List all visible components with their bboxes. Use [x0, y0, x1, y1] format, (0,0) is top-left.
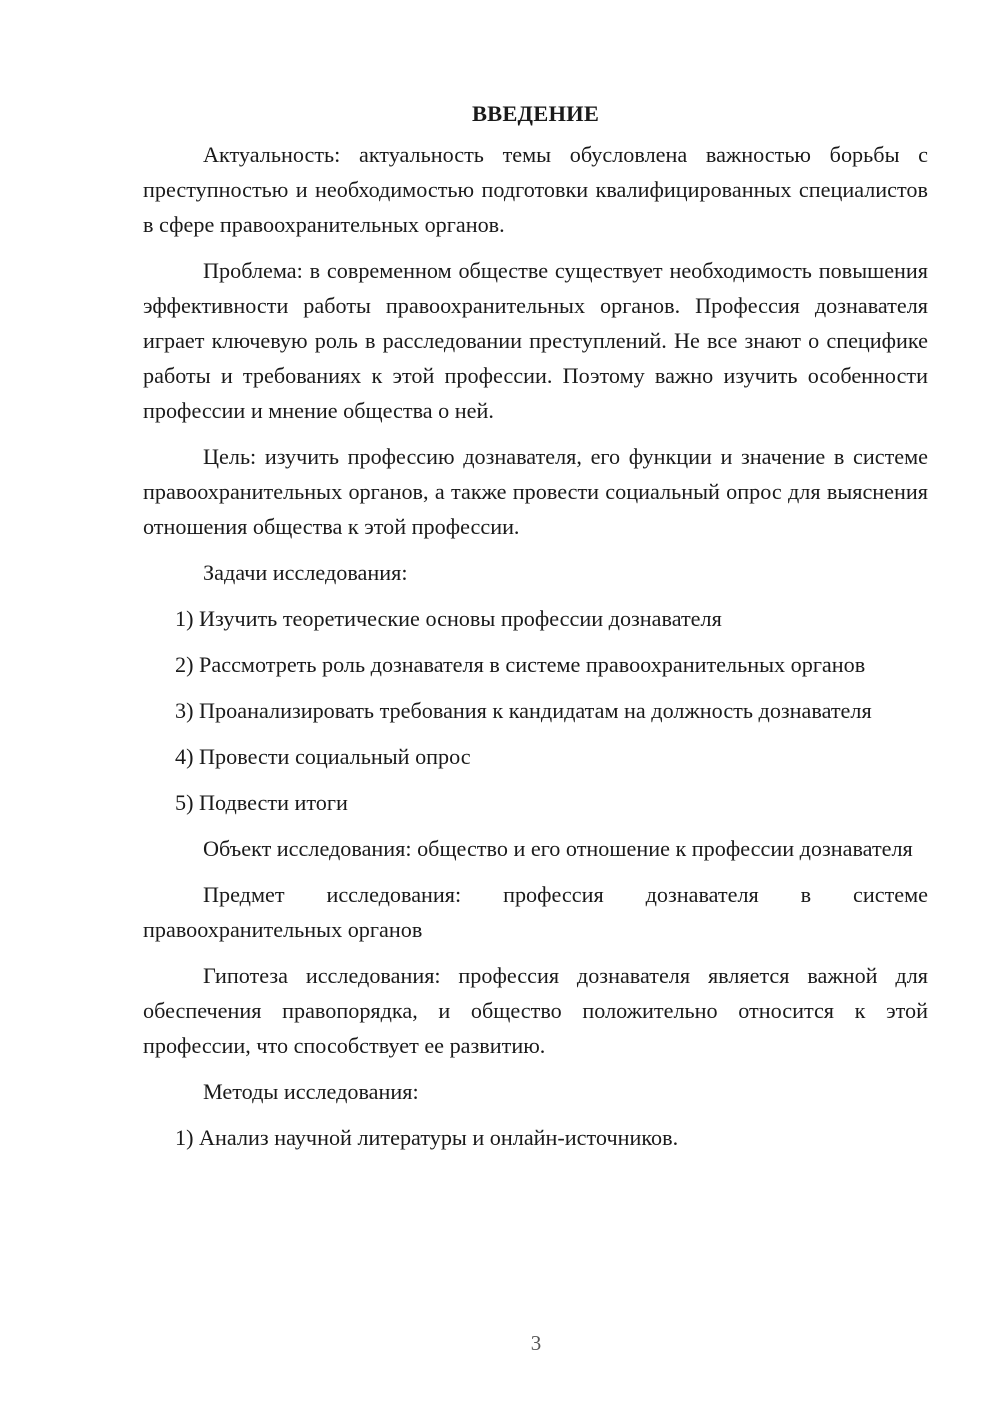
- object-paragraph: Объект исследования: общество и его отношение к профессии дознавателя: [203, 836, 913, 861]
- task-item-3: 3) Проанализировать требования к кандидатам на должность дознавателя: [175, 698, 872, 723]
- task-item-2: 2) Рассмотреть роль дознавателя в системе правоохранительных органов: [175, 652, 866, 677]
- page-title: ВВЕДЕНИЕ: [471, 101, 600, 126]
- subject-paragraph: Предмет исследования: профессия дознавателя в системе правоохранительных органов: [143, 882, 928, 942]
- tasks-heading: Задачи исследования:: [203, 560, 408, 585]
- page-content: [143, 96, 928, 1155]
- task-item-4: 4) Провести социальный опрос: [175, 744, 471, 769]
- hypothesis-paragraph: Гипотеза исследования: профессия дознавателя является важной для обеспечения правопорядка, и общество положительно относится к этой профессии, что способствует ее развитию.: [143, 963, 928, 1058]
- methods-heading: Методы исследования:: [203, 1079, 419, 1104]
- goal-paragraph: Цель: изучить профессию дознавателя, его функции и значение в системе правоохранительных органов, а также провести социальный опрос для выяснения отношения общества к этой профессии.: [143, 444, 928, 539]
- task-item-5: 5) Подвести итоги: [175, 790, 348, 815]
- page-number: 3: [530, 1331, 542, 1355]
- problem-paragraph: Проблема: в современном обществе существует необходимость повышения эффективности работы правоохранительных органов. Профессия дознавателя играет ключевую роль в расследовании преступлений. Не все знают о специфике работы и требованиях к этой профессии. Поэтому важно изучить особенности профессии и мнение общества о ней.: [143, 258, 928, 423]
- method-item-1: 1) Анализ научной литературы и онлайн-источников.: [175, 1125, 679, 1150]
- relevance-paragraph: Актуальность: актуальность темы обусловлена важностью борьбы с преступностью и необходимостью подготовки квалифицированных специалистов в сфере правоохранительных органов.: [143, 142, 928, 237]
- task-item-1: 1) Изучить теоретические основы профессии дознавателя: [175, 606, 722, 631]
